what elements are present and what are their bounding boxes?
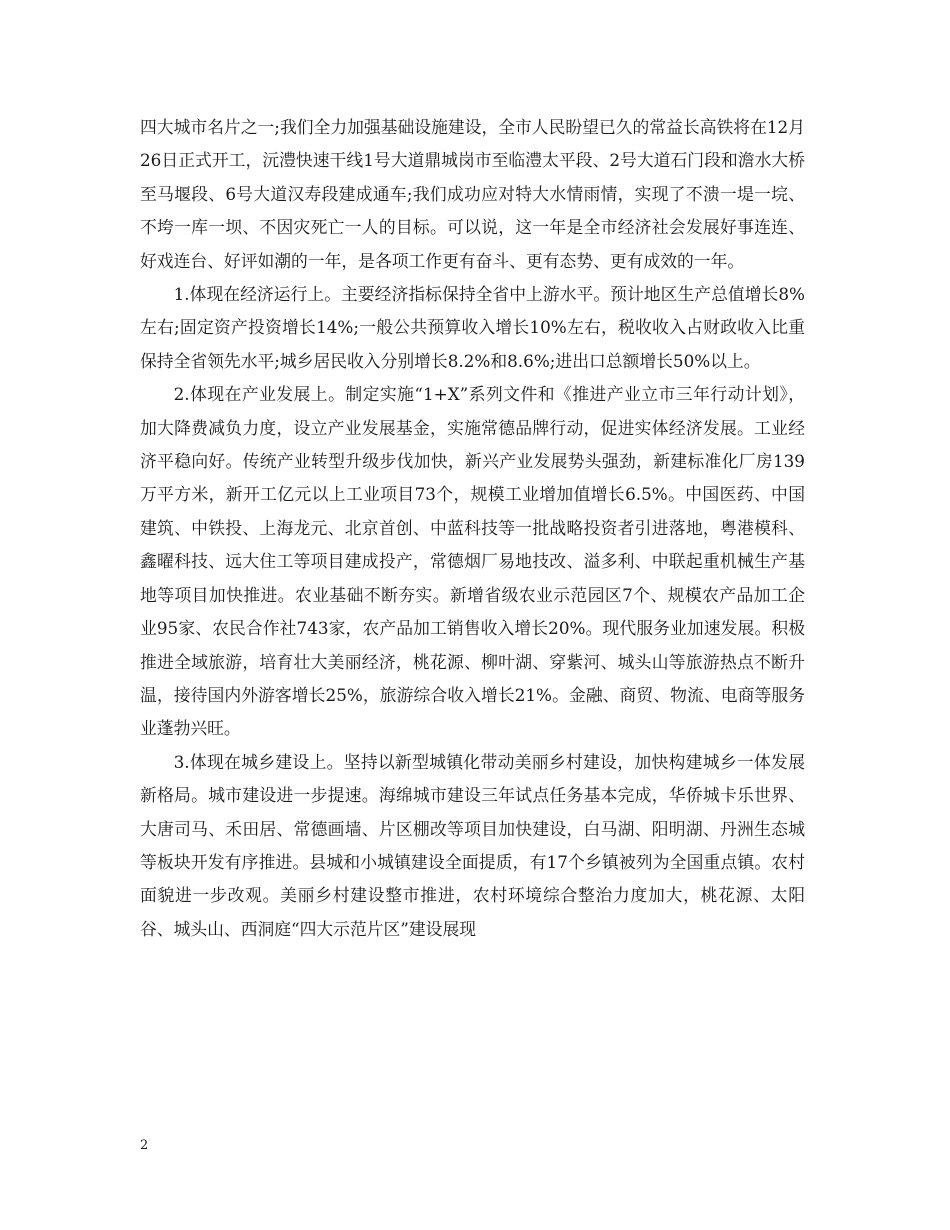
paragraph-urban-rural-construction: 3.体现在城乡建设上。坚持以新型城镇化带动美丽乡村建设，加快构建城乡一体发展新格局。城市建设进一步提速。海绵城市建设三年试点任务基本完成，华侨城卡乐世界、大唐司马、禾田居、常德画墙、片区棚改等项目加快建设，白马湖、阳明湖、丹洲生态城等板块开发有序推进。县城和小城镇建设全面提质，有17个乡镇被列为全国重点镇。农村面貌进一步改观。美丽乡村建设整市推进，农村环境综合整治力度加大，桃花源、太阳谷、城头山、西洞庭“四大示范片区”建设展现 — [140, 751, 805, 939]
paragraph-economic-operation: 1.体现在经济运行上。主要经济指标保持全省中上游水平。预计地区生产总值增长8%左右;固定资产投资增长14%;一般公共预算收入增长10%左右，税收收入占财政收入比重保持全省领先水平;城乡居民收入分别增长8.2%和8.6%;进出口总额增长50%以上。 — [140, 284, 805, 371]
paragraph-continuation: 四大城市名片之一;我们全力加强基础设施建设，全市人民盼望已久的常益长高铁将在12月26日正式开工，沅澧快速干线1号大道鼎城岗市至临澧太平段、2号大道石门段和澹水大桥至马堰段、6号大道汉寿段建成通车;我们成功应对特大水情雨情，实现了不溃一堤一垸、不垮一库一坝、不因灾死亡一人的目标。可以说，这一年是全市经济社会发展好事连连、好戏连台、好评如潮的一年，是各项工作更有奋斗、更有态势、更有成效的一年。 — [140, 117, 805, 271]
document-body — [140, 111, 805, 946]
paragraph-industry-development: 2.体现在产业发展上。制定实施“1+X”系列文件和《推进产业立市三年行动计划》，加大降费减负力度，设立产业发展基金，实施常德品牌行动，促进实体经济发展。工业经济平稳向好。传统产业转型升级步伐加快，新兴产业发展势头强劲，新建标准化厂房139万平方米，新开工亿元以上工业项目73个，规模工业增加值增长6.5%。中国医药、中国建筑、中铁投、上海龙元、北京首创、中蓝科技等一批战略投资者引进落地，粤港模科、鑫曜科技、远大住工等项目建成投产，常德烟厂易地技改、溢多利、中联起重机械生产基地等项目加快推进。农业基础不断夯实。新增省级农业示范园区7个、规模农产品加工企业95家、农民合作社743家，农产品加工销售收入增长20%。现代服务业加速发展。积极推进全域旅游，培育壮大美丽经济，桃花源、柳叶湖、穿紫河、城头山等旅游热点不断升温，接待国内外游客增长25%，旅游综合收入增长21%。金融、商贸、物流、电商等服务业蓬勃兴旺。 — [140, 384, 805, 739]
page-number: 2 — [140, 1138, 149, 1153]
